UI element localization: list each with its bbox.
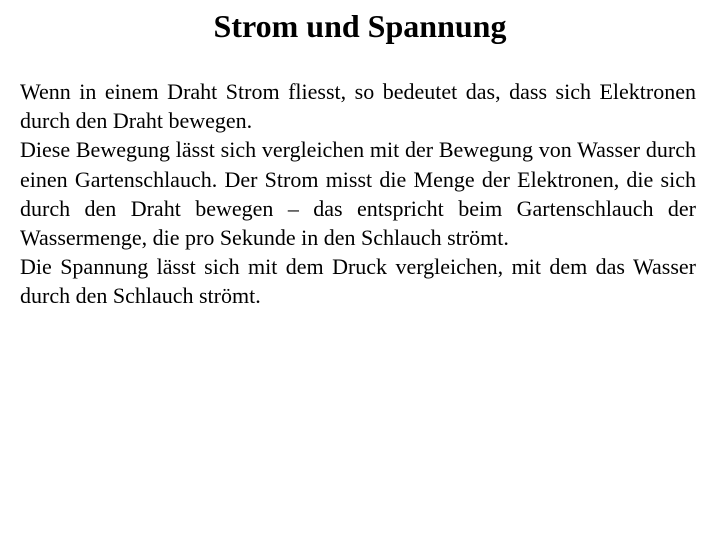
slide-title: Strom und Spannung: [213, 8, 507, 44]
slide-body: [20, 77, 696, 311]
paragraph-current-definition: Wenn in einem Draht Strom fliesst, so bedeutet das, dass sich Elektronen durch den Draht bewegen.: [20, 79, 696, 134]
paragraph-voltage-pressure: Die Spannung lässt sich mit dem Druck vergleichen, mit dem das Wasser durch den Schlauch strömt.: [20, 254, 696, 309]
paragraph-water-analogy: Diese Bewegung lässt sich vergleichen mit der Bewegung von Wasser durch einen Gartenschlauch. Der Strom misst die Menge der Elektronen, die sich durch den Draht bewegen – das entspricht beim Gartenschlauch der Wassermenge, die pro Sekunde in den Schlauch strömt.: [20, 137, 696, 251]
